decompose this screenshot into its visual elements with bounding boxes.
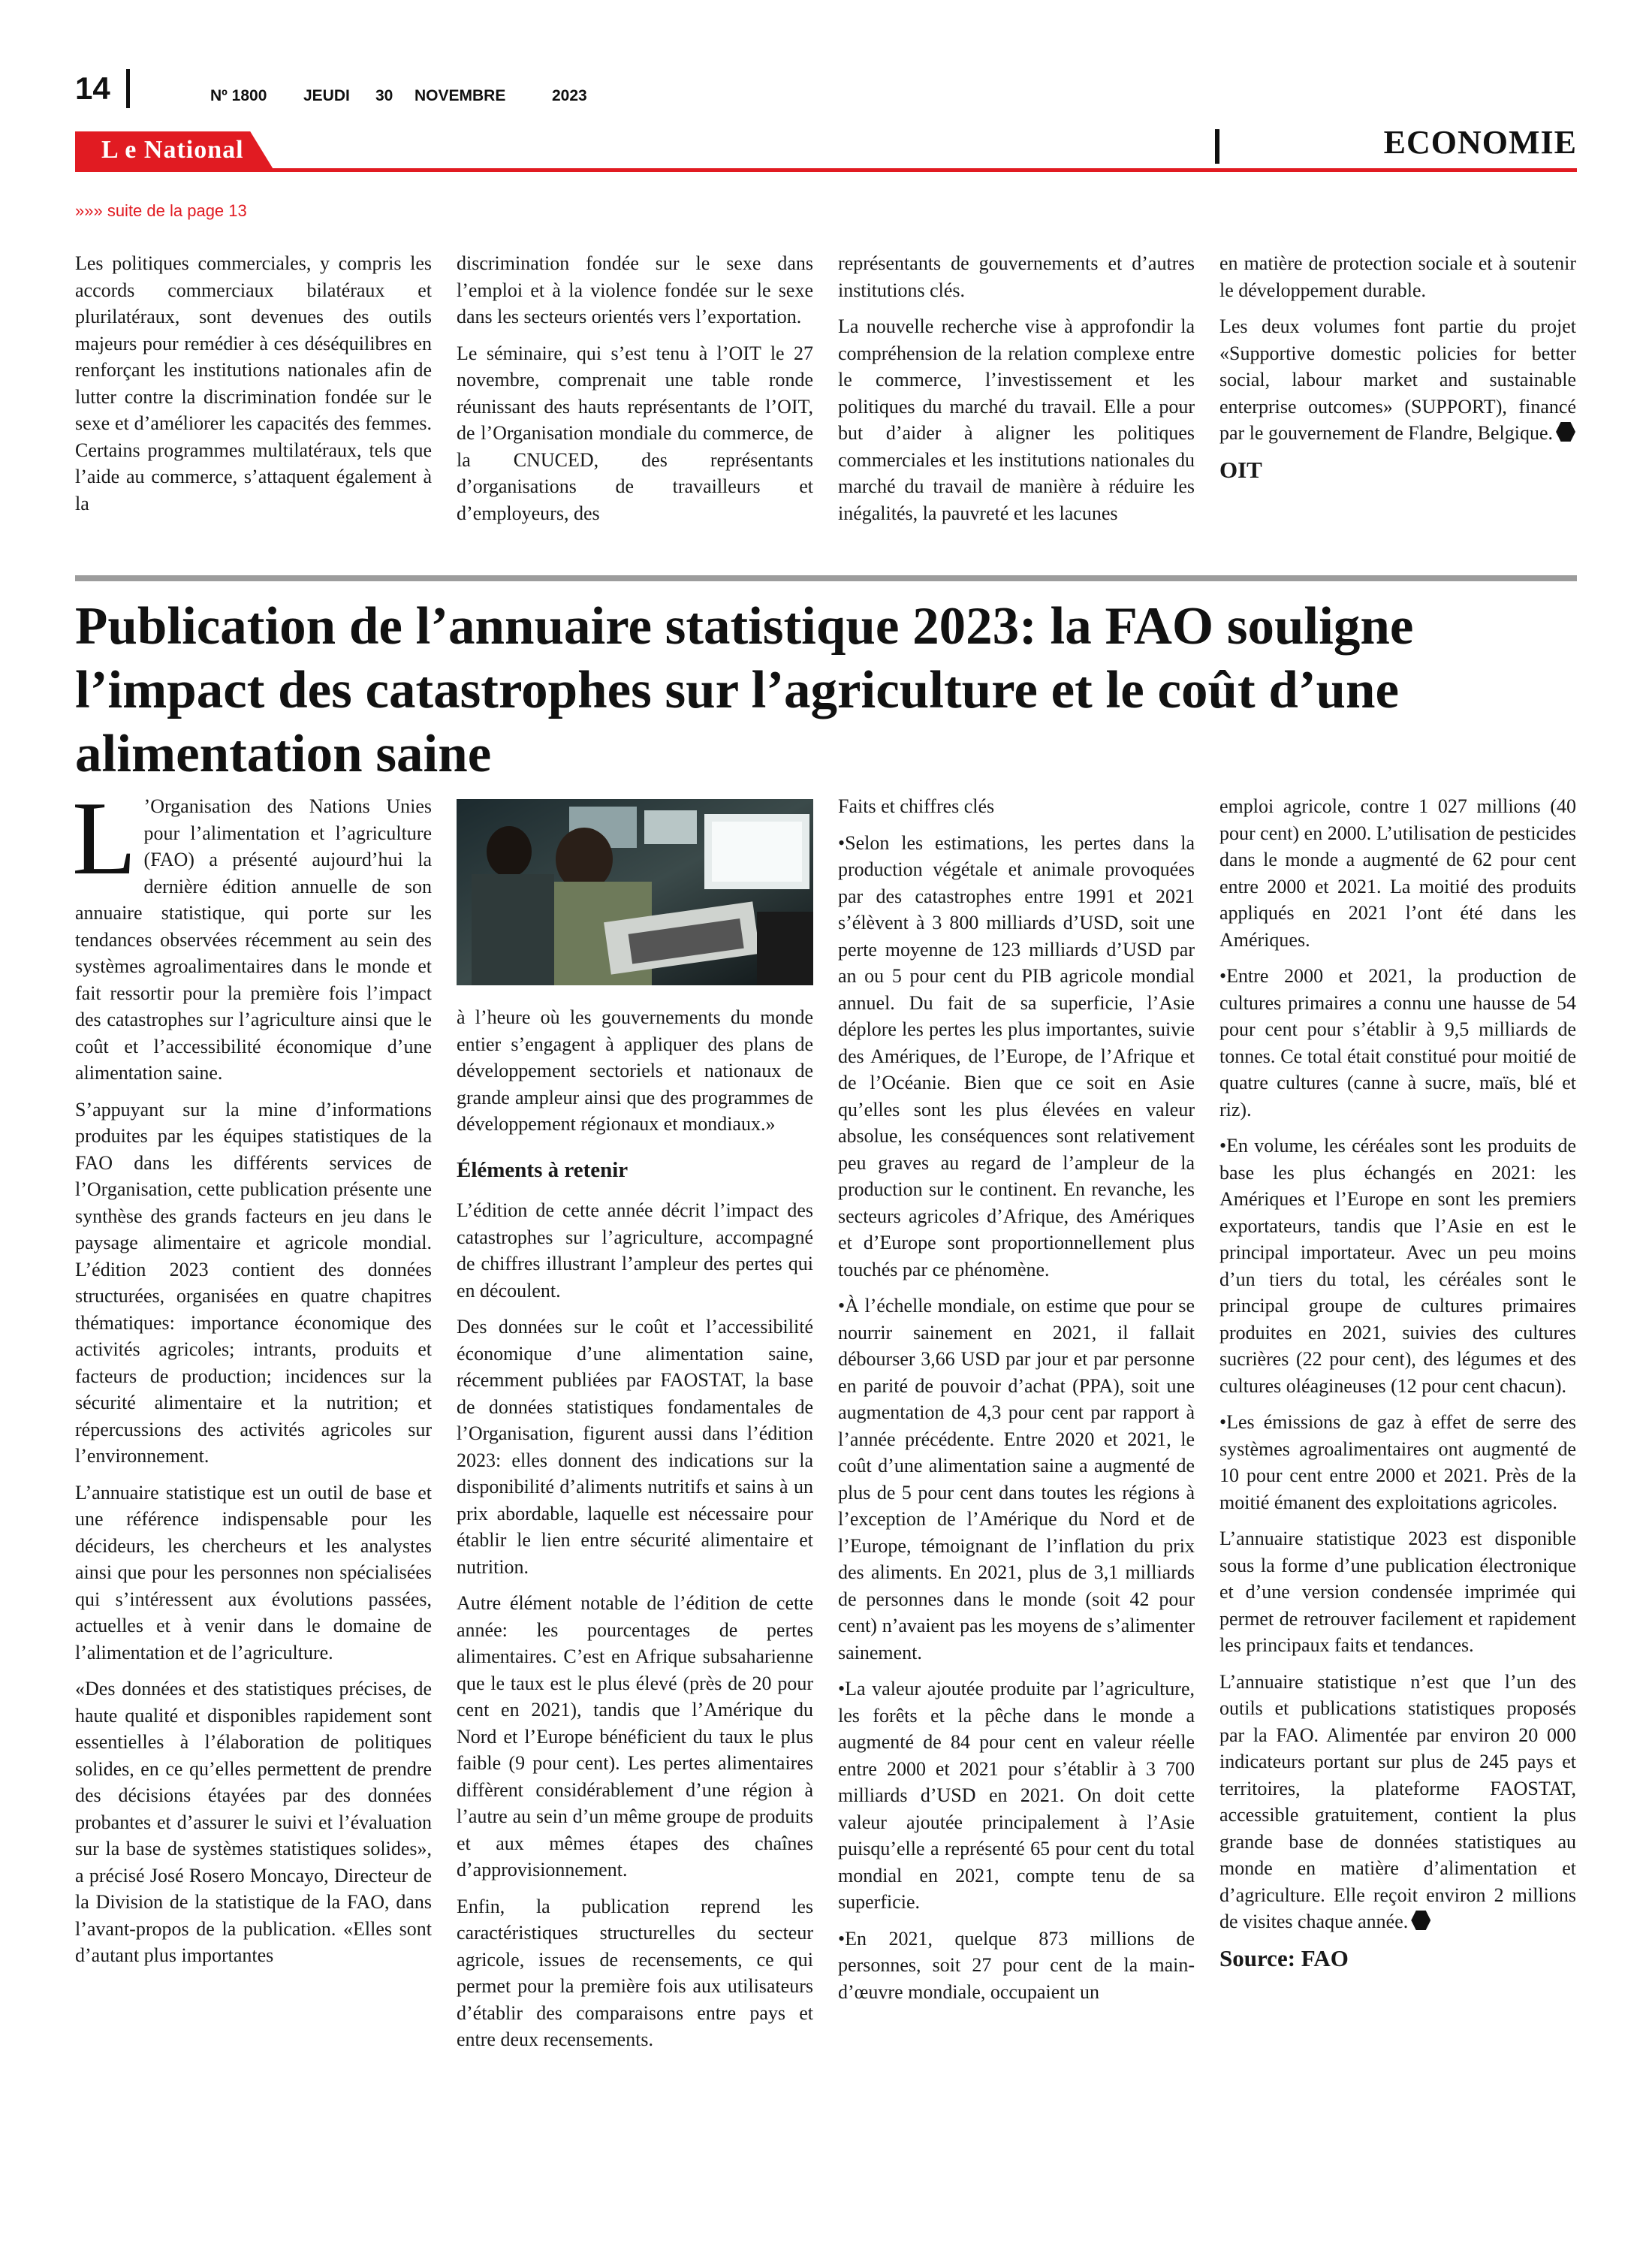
issue-date: 30	[375, 87, 393, 104]
paragraph: en matière de protection sociale et à soutenir le développement durable.	[1219, 252, 1576, 301]
paragraph-text: Les deux volumes font partie du projet «Supportive domestic policies for better social, labour market and sustainable enterprise outcomes» (SUPPORT), financé par le gouvernement de Flandre, Belgique.	[1219, 315, 1576, 444]
article-column-1	[72, 780, 432, 1979]
paragraph	[1219, 1669, 1576, 1935]
header-rule	[75, 168, 1577, 172]
continued-from-link[interactable]: »»» suite de la page 13	[75, 201, 247, 220]
section-divider	[1215, 129, 1219, 164]
bullet-paragraph: •En 2021, quelque 873 millions de personnes, soit 27 pour cent de la main-d’œuvre mondiale, occupaient un	[838, 1927, 1195, 2003]
article-column-4	[1219, 793, 1576, 1981]
paragraph: S’appuyant sur la mine d’informations produites par les équipes statistiques de la FAO dans les différents services de l’Organisation, cette publication présente une synthèse des grands facteurs en jeu dans le paysage alimentaire et agricole mondial. L’édition 2023 contient des données structurées, organisées en quatre chapitres thématiques: importance économique des activités agricoles; intrants, produits et facteurs de production; incidences sur la sécurité alimentaire et la nutrition; et répercussions des activités agricoles sur l’environnement.	[75, 1098, 432, 1467]
page-number: 14	[75, 71, 110, 106]
article-photo	[457, 799, 813, 985]
paragraph	[72, 780, 432, 1087]
paragraph: discrimination fondée sur le sexe dans l’emploi et à la violence fondée sur le sexe dans les secteurs orientés vers l’exportation.	[457, 252, 813, 327]
end-mark-icon	[1411, 1911, 1430, 1930]
paragraph: Les politiques commerciales, y compris les accords commerciaux bilatéraux et plurilatéraux, sont devenues des outils majeurs pour remédier à ces déséquilibres en renforçant les institutions nationales afin de lutter contre la discrimination fondée sur le sexe et d’améliorer les capacités des femmes. Certains programmes multilatéraux, tels que l’aide au commerce, s’attaquent également à la	[75, 252, 432, 514]
prev-article-column-3	[838, 250, 1195, 536]
bullet-paragraph: •Selon les estimations, les pertes dans la production végétale et animale provoquées par des catastrophes entre 1991 et 2021 s’élèvent à 3 800 milliards d’USD, soit une perte moyenne de 123 milliards d’USD par an ou 5 pour cent du PIB agricole mondial annuel. Du fait de sa superficie, l’Asie déplore les pertes les plus importantes, suivie des Amériques, de l’Europe, de l’Afrique et de l’Océanie. Bien que ce soit en Asie qu’elles sont les plus élevées en valeur absolue, les conséquences sont relativement peu graves au regard de l’ampleur de la production sur le continent. En revanche, les secteurs agricoles d’Afrique, des Amériques et d’Europe sont proportionnellement plus touchés par ce phénomène.	[838, 831, 1195, 1280]
prev-article-column-4	[1219, 250, 1576, 493]
article-column-3	[838, 793, 1195, 2015]
newspaper-logo: L e National	[101, 136, 244, 164]
paragraph: Le séminaire, qui s’est tenu à l’OIT le 27 novembre, comprenait une table ronde réunissant des hauts représentants de l’OIT, de l’Organisation mondiale du commerce, de la CNUCED, des représentants d’organisations de travailleurs et d’employeurs, des	[457, 342, 813, 524]
issue-number: Nº 1800	[210, 87, 267, 104]
paragraph-text: L’annuaire statistique n’est que l’un des outils et publications statistiques proposés par la FAO. Alimentée par environ 20 000 indicateurs portant sur plus de 245 pays et territoires, la plateforme FAOSTAT, accessible gratuitement, contient la plus grande base de données statistiques au monde en matière d’alimentation et d’agriculture. Elle reçoit environ 2 millions de visites chaque année.	[1219, 1670, 1576, 1932]
bullet-paragraph: •Entre 2000 et 2021, la production de cultures primaires a connu une hausse de 54 pour cent pour s’établir à 9,5 milliards de tonnes. Ce total était constitué pour moitié de quatre cultures (canne à sucre, maïs, blé et riz).	[1219, 965, 1576, 1120]
prev-article-column-2	[457, 250, 813, 536]
paragraph: L’annuaire statistique 2023 est disponible sous la forme d’une publication électronique et d’une version condensée imprimée qui permet de retrouver facilement et rapidement les principaux faits et tendances.	[1219, 1528, 1576, 1656]
paragraph	[1219, 313, 1576, 447]
paragraph-text: ’Organisation des Nations Unies pour l’alimentation et l’agriculture (FAO) a présenté aujourd’hui la dernière édition annuelle de son annuaire statistique, qui porte sur les tendances observées récemment au sein des systèmes agroalimentaires dans le monde et fait ressortir pour la première fois l’impact des catastrophes sur l’agriculture ainsi que le coût et l’accessibilité économique d’une alimentation saine.	[75, 795, 432, 1084]
article-headline: Publication de l’annuaire statistique 2023: la FAO souligne l’impact des catastrophes sur l’agriculture et le coût d’une alimentation saine	[75, 597, 1414, 783]
bullet-paragraph: •En volume, les céréales sont les produits de base les plus échangés en 2021: les Amériques et l’Europe en sont les premiers exportateurs, tandis que l’Asie en est le principal importateur. Avec un peu moins d’un tiers du total, les céréales sont le principal groupe de cultures primaires produites en 2021, suivies des cultures sucrières (22 pour cent), des légumes et des cultures oléagineuses (12 pour cent chacun).	[1219, 1135, 1576, 1397]
paragraph: L’annuaire statistique est un outil de base et une référence indispensable pour les décideurs, les chercheurs et les analystes ainsi que pour les personnes non spécialisées qui s’intéressent aux évolutions passées, actuelles et à venir dans le domaine de l’alimentation et de l’agriculture.	[75, 1481, 432, 1663]
article-source: Source: FAO	[1219, 1944, 1349, 1971]
end-mark-icon	[1556, 422, 1575, 442]
bullet-paragraph: •À l’échelle mondiale, on estime que pour se nourrir sainement en 2021, il fallait débourser 3,66 USD par jour et par personne en parité de pouvoir d’achat (PPA), soit une augmentation de 4,3 pour cent par rapport à l’année précédente. Entre 2020 et 2021, le coût d’une alimentation saine a augmenté de plus de 5 pour cent dans toutes les régions à l’exception de l’Amérique du Nord et de l’Europe, témoignant de l’inflation du prix des aliments. En 2021, plus de 3,1 milliards de personnes dans le monde (soit 42 pour cent) n’avaient pas les moyens de s’alimenter sainement.	[838, 1295, 1195, 1663]
paragraph: représentants de gouvernements et d’autres institutions clés.	[838, 252, 1195, 301]
paragraph: L’édition de cette année décrit l’impact des catastrophes sur l’agriculture, accompagné de chiffres illustrant l’ampleur des pertes qui en découlent.	[457, 1199, 813, 1301]
paragraph: La nouvelle recherche vise à approfondir la compréhension de la relation complexe entre le commerce, l’investissement et les politiques du marché du travail. Elle a pour but d’aider à aligner les politiques commerciales et les institutions nationales du marché du travail de manière à réduire les inégalités, la pauvreté et les lacunes	[838, 315, 1195, 524]
page-number-divider	[126, 69, 130, 108]
bullet-paragraph: •Les émissions de gaz à effet de serre des systèmes agroalimentaires ont augmenté de 10 pour cent entre 2000 et 2021. Près de la moitié émanent des exploitations agricoles.	[1219, 1411, 1576, 1513]
paragraph: Des données sur le coût et l’accessibilité économique d’une alimentation saine, récemment publiées par FAOSTAT, la base de données statistiques fondamentales de l’Organisation, figurent aussi dans l’édition 2023: elles donnent des indications sur la disponibilité d’aliments nutritifs et sains à un prix abordable, laquelle est nécessaire pour établir le lien entre sécurité alimentaire et nutrition.	[457, 1316, 813, 1578]
issue-year: 2023	[552, 87, 587, 104]
key-facts-heading: Faits et chiffres clés	[838, 795, 995, 817]
article-divider	[75, 575, 1577, 581]
issue-day: JEUDI	[303, 87, 350, 104]
paragraph: à l’heure où les gouvernements du monde entier s’engagent à appliquer des plans de développement sectoriels et nationaux de grande ampleur ainsi que des programmes de développement régionaux et mondiaux.»	[457, 1006, 813, 1135]
article-signature: OIT	[1219, 456, 1262, 483]
prev-article-column-1	[75, 250, 432, 526]
drop-cap: L	[72, 780, 137, 897]
article-column-2	[457, 1004, 813, 2063]
issue-month: NOVEMBRE	[415, 87, 506, 104]
section-subheading: Éléments à retenir	[457, 1157, 629, 1182]
bullet-paragraph: •La valeur ajoutée produite par l’agriculture, les forêts et la pêche dans le monde a augmenté de 84 pour cent en valeur réelle entre 2000 et 2021 pour s’établir à 3 700 milliards d’USD en 2021. On doit cette valeur ajoutée principalement à l’Asie puisqu’elle a représenté 65 pour cent du total mondial en 2021, compte tenu de sa superficie.	[838, 1678, 1195, 1913]
paragraph: emploi agricole, contre 1 027 millions (40 pour cent) en 2000. L’utilisation de pesticides dans le monde a augmenté de 62 pour cent entre 2000 et 2021. La moitié des produits appliqués en 2021 l’ont été dans les Amériques.	[1219, 795, 1576, 951]
section-title: ECONOMIE	[1383, 124, 1577, 161]
paragraph: Autre élément notable de l’édition de cette année: les pourcentages de pertes alimentaires. C’est en Afrique subsaharienne que le taux est le plus élevé (près de 20 pour cent en 2021), tandis que l’Amérique du Nord et l’Europe bénéficient du taux le plus faible (9 pour cent). Les pertes alimentaires diffèrent considérablement d’une région à l’autre au sein d’un même groupe de produits et aux mêmes étapes des chaînes d’approvisionnement.	[457, 1592, 813, 1881]
paragraph: Enfin, la publication reprend les caractéristiques structurelles du secteur agricole, issues de recensements, ce qui permet pour la première fois aux utilisateurs d’établir des comparaisons entre pays et entre deux recensements.	[457, 1895, 813, 2050]
paragraph: «Des données et des statistiques précises, de haute qualité et disponibles rapidement sont essentielles à l’élaboration de politiques solides, en ce qu’elles permettent de prendre des décisions étayées par des données probantes et d’assurer le suivi et l’évaluation sur la base de systèmes statistiques solides», a précisé José Rosero Moncayo, Directeur de la Division de la statistique de la FAO, dans l’avant-propos de la publication. «Elles sont d’autant plus importantes	[75, 1678, 432, 1966]
